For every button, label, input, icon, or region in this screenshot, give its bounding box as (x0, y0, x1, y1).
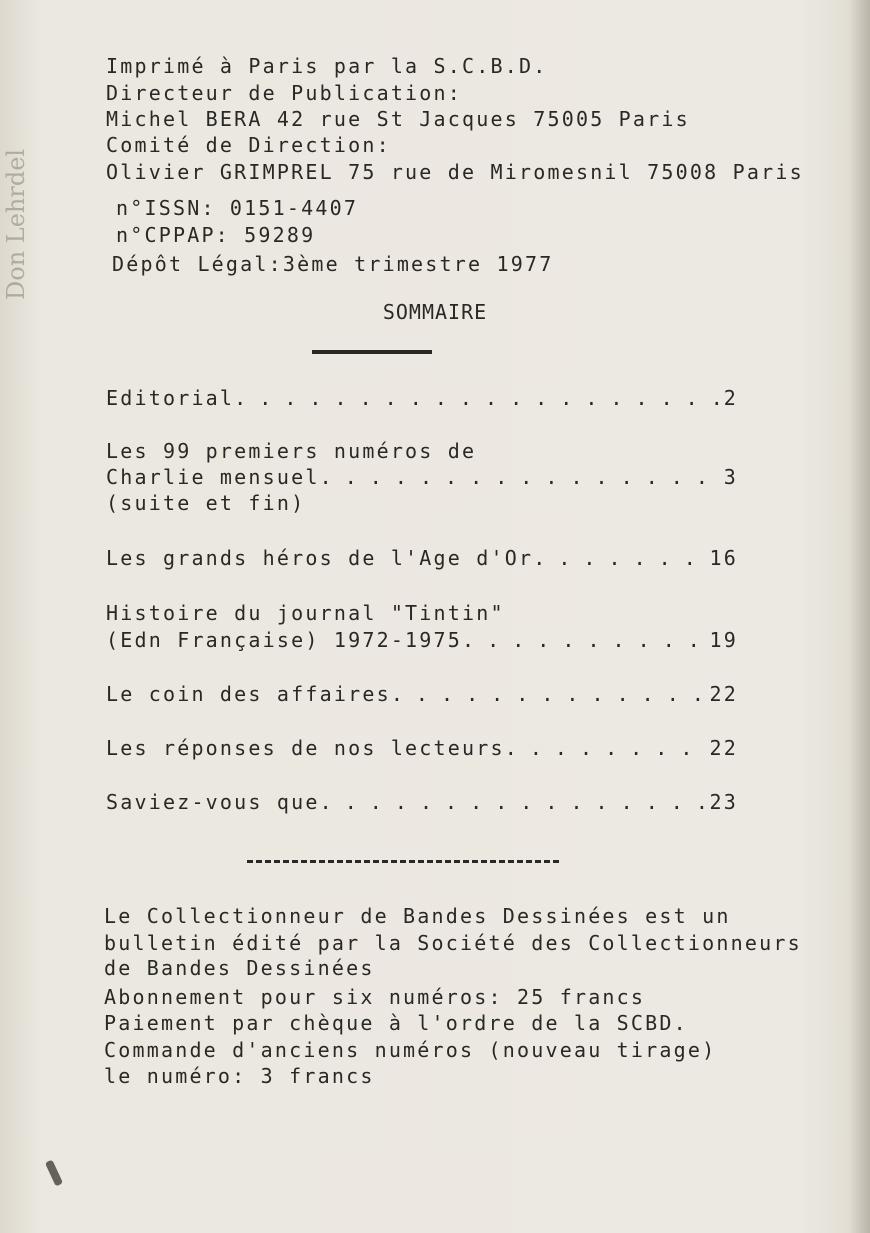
footer-line: de Bandes Dessinées (104, 956, 375, 980)
toc-entry-label: Charlie mensuel (106, 465, 320, 489)
toc-entry-charlie (106, 464, 738, 490)
toc-entry-label: Saviez-vous que (106, 790, 320, 814)
toc-page-number: 3 (723, 465, 738, 489)
toc-entry-label: (Edn Française) 1972-1975 (106, 628, 463, 652)
footer-payment: Paiement par chèque à l'ordre de la SCBD. (104, 1011, 688, 1035)
toc-page-number: 19 (709, 628, 738, 652)
toc-leader-dots (320, 464, 724, 490)
toc-leader-dots (505, 735, 710, 761)
toc-entry-tintin (106, 627, 738, 653)
footer-back-issues: Commande d'anciens numéros (nouveau tirage) (104, 1038, 717, 1062)
title-underline (312, 350, 432, 354)
toc-entry-editorial (106, 385, 738, 411)
footer-subscription: Abonnement pour six numéros: 25 francs (104, 985, 646, 1009)
handwritten-margin-note: Don Lehrdel (2, 148, 30, 300)
toc-entry-affaires (106, 681, 738, 707)
toc-leader-dots (234, 385, 724, 411)
toc-entry-label: Editorial (106, 386, 235, 410)
toc-entry-heros (106, 545, 738, 571)
toc-entry-label: (suite et fin) (106, 491, 306, 515)
contents-title: SOMMAIRE (382, 300, 488, 324)
imprint-committee-label: Comité de Direction: (106, 133, 391, 157)
toc-entry-label: Les grands héros de l'Age d'Or (106, 546, 534, 570)
toc-leader-dots (533, 545, 709, 571)
imprint-committee: Olivier GRIMPREL 75 rue de Miromesnil 75008 Paris (106, 160, 804, 184)
imprint-printer: Imprimé à Paris par la S.C.B.D. (106, 54, 548, 78)
toc-page-number: 23 (709, 790, 738, 814)
imprint-legal-deposit: Dépôt Légal:3ème trimestre 1977 (112, 252, 554, 276)
toc-page-number: 16 (709, 546, 738, 570)
footer-line: Le Collectionneur de Bandes Dessinées est un (104, 904, 731, 928)
dashed-separator (247, 860, 559, 863)
ink-speck (45, 1160, 63, 1187)
toc-page-number: 22 (709, 736, 738, 760)
toc-entry-label: Les 99 premiers numéros de (106, 439, 477, 463)
toc-leader-dots (462, 627, 709, 653)
imprint-cppap: n°CPPAP: 59289 (116, 223, 316, 247)
footer-line: bulletin édité par la Société des Collectionneurs (104, 931, 802, 955)
toc-page-number: 2 (723, 386, 738, 410)
footer-back-issue-price: le numéro: 3 francs (104, 1064, 375, 1088)
toc-page-number: 22 (709, 682, 738, 706)
imprint-director-label: Directeur de Publication: (106, 81, 463, 105)
imprint-director: Michel BERA 42 rue St Jacques 75005 Paris (106, 107, 690, 131)
toc-entry-label: Le coin des affaires (106, 682, 391, 706)
toc-leader-dots (320, 789, 710, 815)
page-edge-shadow (848, 0, 870, 1233)
toc-entry-label: Les réponses de nos lecteurs (106, 736, 505, 760)
toc-entry-label: Histoire du journal "Tintin" (106, 601, 505, 625)
toc-leader-dots (391, 681, 710, 707)
toc-entry-saviez (106, 789, 738, 815)
imprint-issn: n°ISSN: 0151-4407 (116, 196, 359, 220)
toc-entry-reponses (106, 735, 738, 761)
